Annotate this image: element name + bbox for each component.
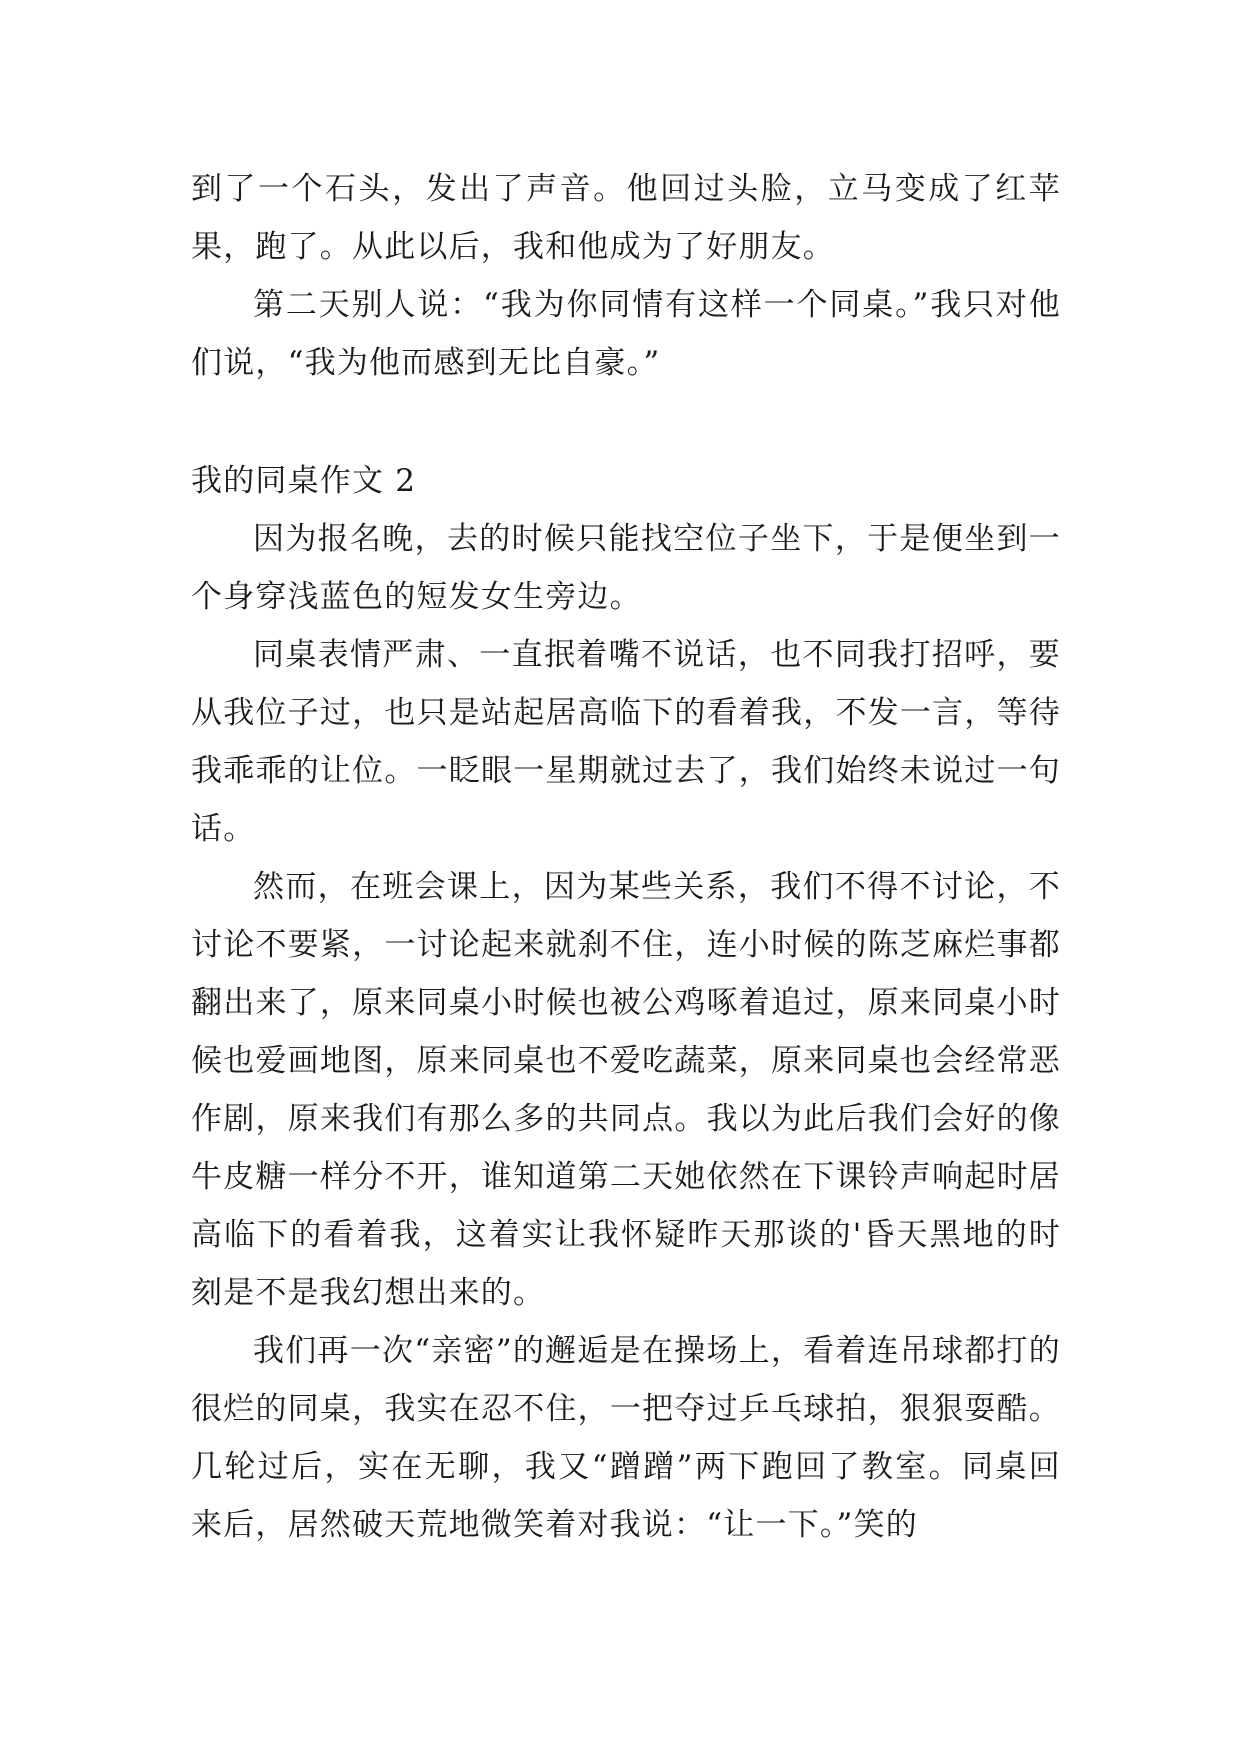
paragraph: 同桌表情严肃、一直抿着嘴不说话，也不同我打招呼，要从我位子过，也只是站起居高临下的看着我，不发一言，等待我乖乖的让位。一眨眼一星期就过去了，我们始终未说过一句话。 [191, 637, 1061, 847]
paragraph: 然而，在班会课上，因为某些关系，我们不得不讨论，不讨论不要紧，一讨论起来就刹不住，连小时候的陈芝麻烂事都翻出来了，原来同桌小时候也被公鸡啄着追过，原来同桌小时候也爱画地图，原来同桌也不爱吃蔬菜，原来同桌也会经常恶作剧，原来我们有那么多的共同点。我以为此后我们会好的像牛皮糖一样分不开，谁知道第二天她依然在下课铃声响起时居高临下的看着我，这着实让我怀疑昨天那谈的'昏天黑地的时刻是不是我幻想出来的。 [191, 869, 1061, 1311]
paragraph: 我们再一次“亲密”的邂逅是在操场上，看着连吊球都打的很烂的同桌，我实在忍不住，一把夺过乒乓球拍，狠狠耍酷。几轮过后，实在无聊，我又“蹭蹭”两下跑回了教室。同桌回来后，居然破天荒地微笑着对我说：“让一下。”笑的 [191, 1333, 1061, 1543]
paragraph: 第二天别人说：“我为你同情有这样一个同桌。”我只对他们说，“我为他而感到无比自豪。” [191, 287, 1061, 381]
section-heading: 我的同桌作文 2 [191, 463, 417, 499]
paragraph: 因为报名晚，去的时候只能找空位子坐下，于是便坐到一个身穿浅蓝色的短发女生旁边。 [191, 521, 1061, 615]
document-page [191, 160, 1061, 1554]
paragraph-continuation: 到了一个石头，发出了声音。他回过头脸，立马变成了红苹果，跑了。从此以后，我和他成为了好朋友。 [191, 171, 1061, 265]
